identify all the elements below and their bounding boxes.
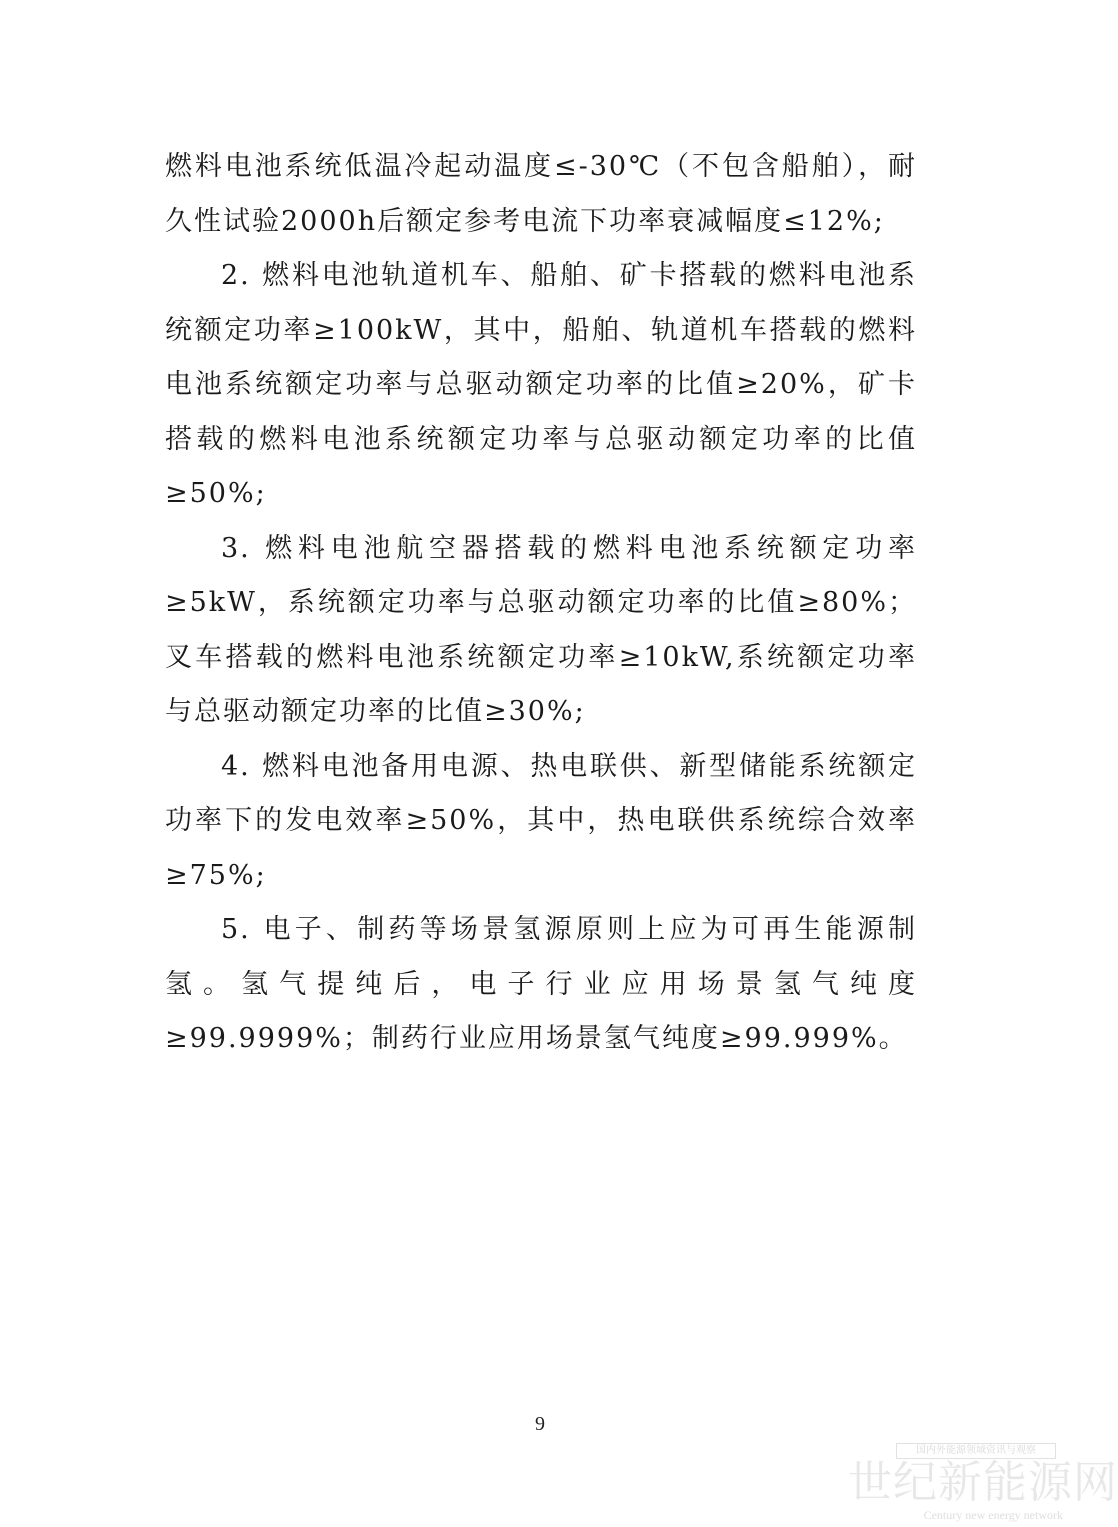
paragraph-item-4: 4. 燃料电池备用电源、热电联供、新型储能系统额定功率下的发电效率≥50%，其中，热电联供系统综合效率≥75%; bbox=[165, 750, 917, 891]
document-body bbox=[165, 140, 917, 1067]
page-number: 9 bbox=[535, 1413, 545, 1435]
watermark-tagline: 国内外能源领域资讯与观察 bbox=[896, 1443, 1056, 1459]
watermark-logo bbox=[848, 1440, 1118, 1525]
paragraph-item-5: 5. 电子、制药等场景氢源原则上应为可再生能源制氢。氢气提纯后，电子行业应用场景氢气纯度≥99.9999%；制药行业应用场景氢气纯度≥99.999%。 bbox=[165, 914, 917, 1054]
watermark-title: 世纪新能源网 bbox=[848, 1457, 1118, 1508]
paragraph-item-3: 3. 燃料电池航空器搭载的燃料电池系统额定功率≥5kW，系统额定功率与总驱动额定功率的比值≥80%；叉车搭载的燃料电池系统额定功率≥10kW,系统额定功率与总驱动额定功率的比值≥30%; bbox=[165, 532, 917, 727]
paragraph-continuation: 燃料电池系统低温冷起动温度≤-30℃（不包含船舶），耐久性试验2000h后额定参考电流下功率衰减幅度≤12%; bbox=[165, 151, 917, 237]
watermark-subtitle: Century new energy network bbox=[923, 1508, 1063, 1522]
paragraph-item-2: 2. 燃料电池轨道机车、船舶、矿卡搭载的燃料电池系统额定功率≥100kW，其中，船舶、轨道机车搭载的燃料电池系统额定功率与总驱动额定功率的比值≥20%，矿卡搭载的燃料电池系统额定功率与总驱动额定功率的比值≥50%; bbox=[165, 260, 917, 509]
